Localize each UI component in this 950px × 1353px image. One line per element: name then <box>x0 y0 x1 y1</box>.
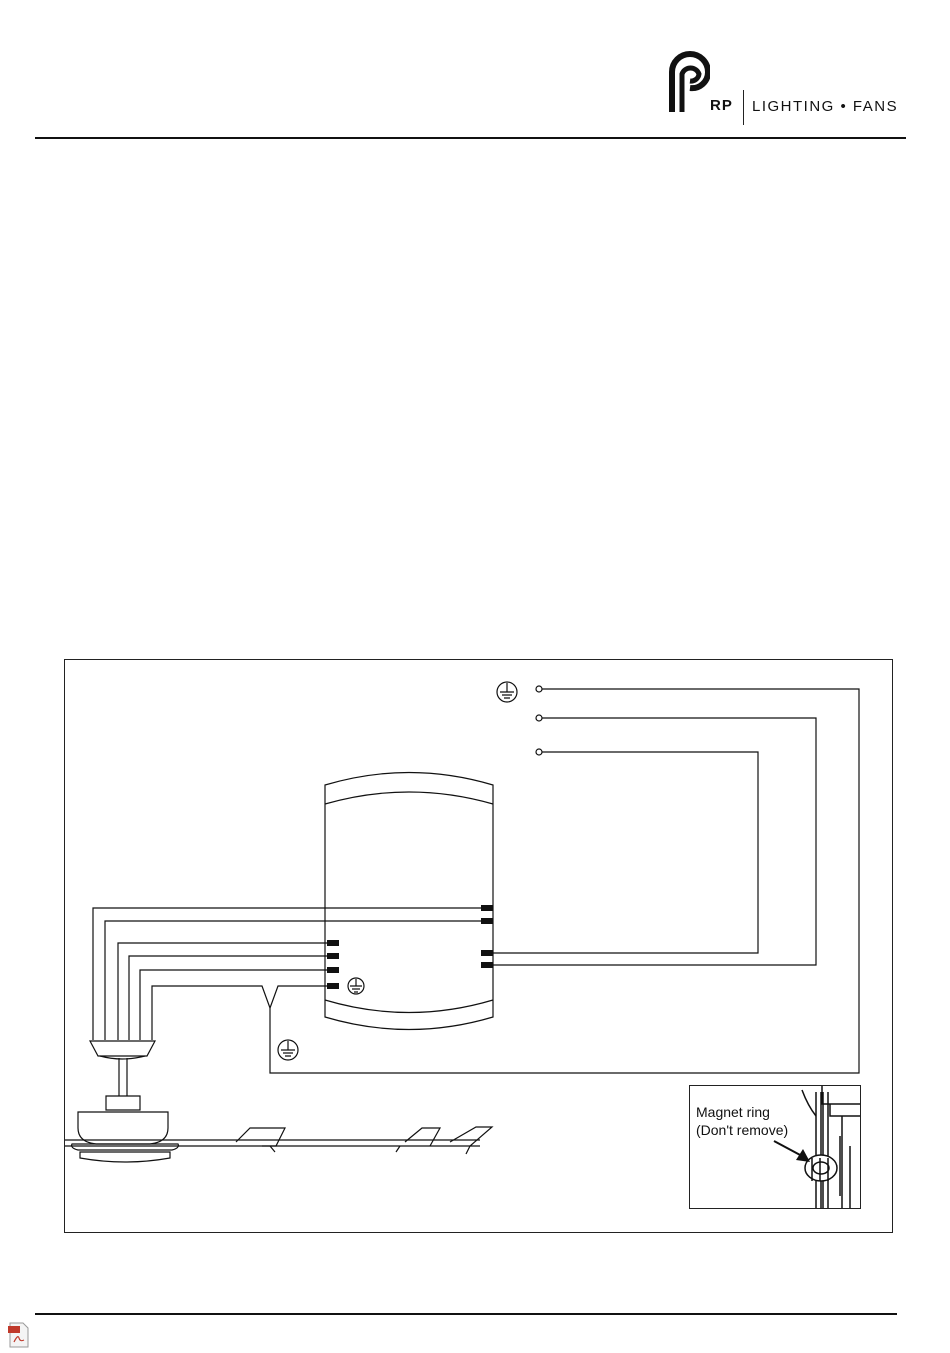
fan-downrod <box>119 1058 127 1096</box>
fan-collar <box>106 1096 140 1110</box>
ceiling-fan-illustration <box>65 1041 492 1162</box>
fan-canopy <box>90 1041 155 1056</box>
fan-blade-2 <box>405 1128 440 1146</box>
terminal-icon <box>481 918 493 924</box>
live-supply-wire <box>487 718 816 965</box>
terminal-icon <box>481 950 493 956</box>
motor-wire-4 <box>129 956 330 1040</box>
fan-motor-housing <box>78 1112 168 1144</box>
supply-terminal-live <box>536 715 542 721</box>
motor-wire-3 <box>118 943 330 1040</box>
pointer-arrow-icon <box>774 1141 802 1156</box>
brand-initials: RP <box>710 97 733 114</box>
ground-icon <box>348 978 364 994</box>
terminal-icon <box>327 983 339 989</box>
footer-rule <box>35 1313 897 1315</box>
motor-earth-wire <box>152 986 330 1040</box>
terminal-icon <box>327 953 339 959</box>
magnet-ring-label-line1: Magnet ring <box>696 1104 770 1120</box>
ground-icon <box>278 1040 298 1060</box>
terminal-icon <box>481 962 493 968</box>
pdf-file-icon <box>8 1322 30 1348</box>
terminal-icon <box>327 967 339 973</box>
terminal-icon <box>327 940 339 946</box>
magnet-ring-label-line2: (Don't remove) <box>696 1122 789 1138</box>
fan-blade-1 <box>236 1128 285 1146</box>
neutral-supply-wire <box>487 752 758 953</box>
magnet-ring-inset <box>689 1085 861 1209</box>
supply-terminal-neutral <box>536 749 542 755</box>
supply-terminal-earth <box>536 686 542 692</box>
ground-icon <box>497 682 517 702</box>
brand-tagline: LIGHTING • FANS <box>752 98 899 115</box>
terminal-icon <box>481 905 493 911</box>
motor-wire-5 <box>140 970 330 1040</box>
magnet-ring-label <box>696 1103 788 1139</box>
